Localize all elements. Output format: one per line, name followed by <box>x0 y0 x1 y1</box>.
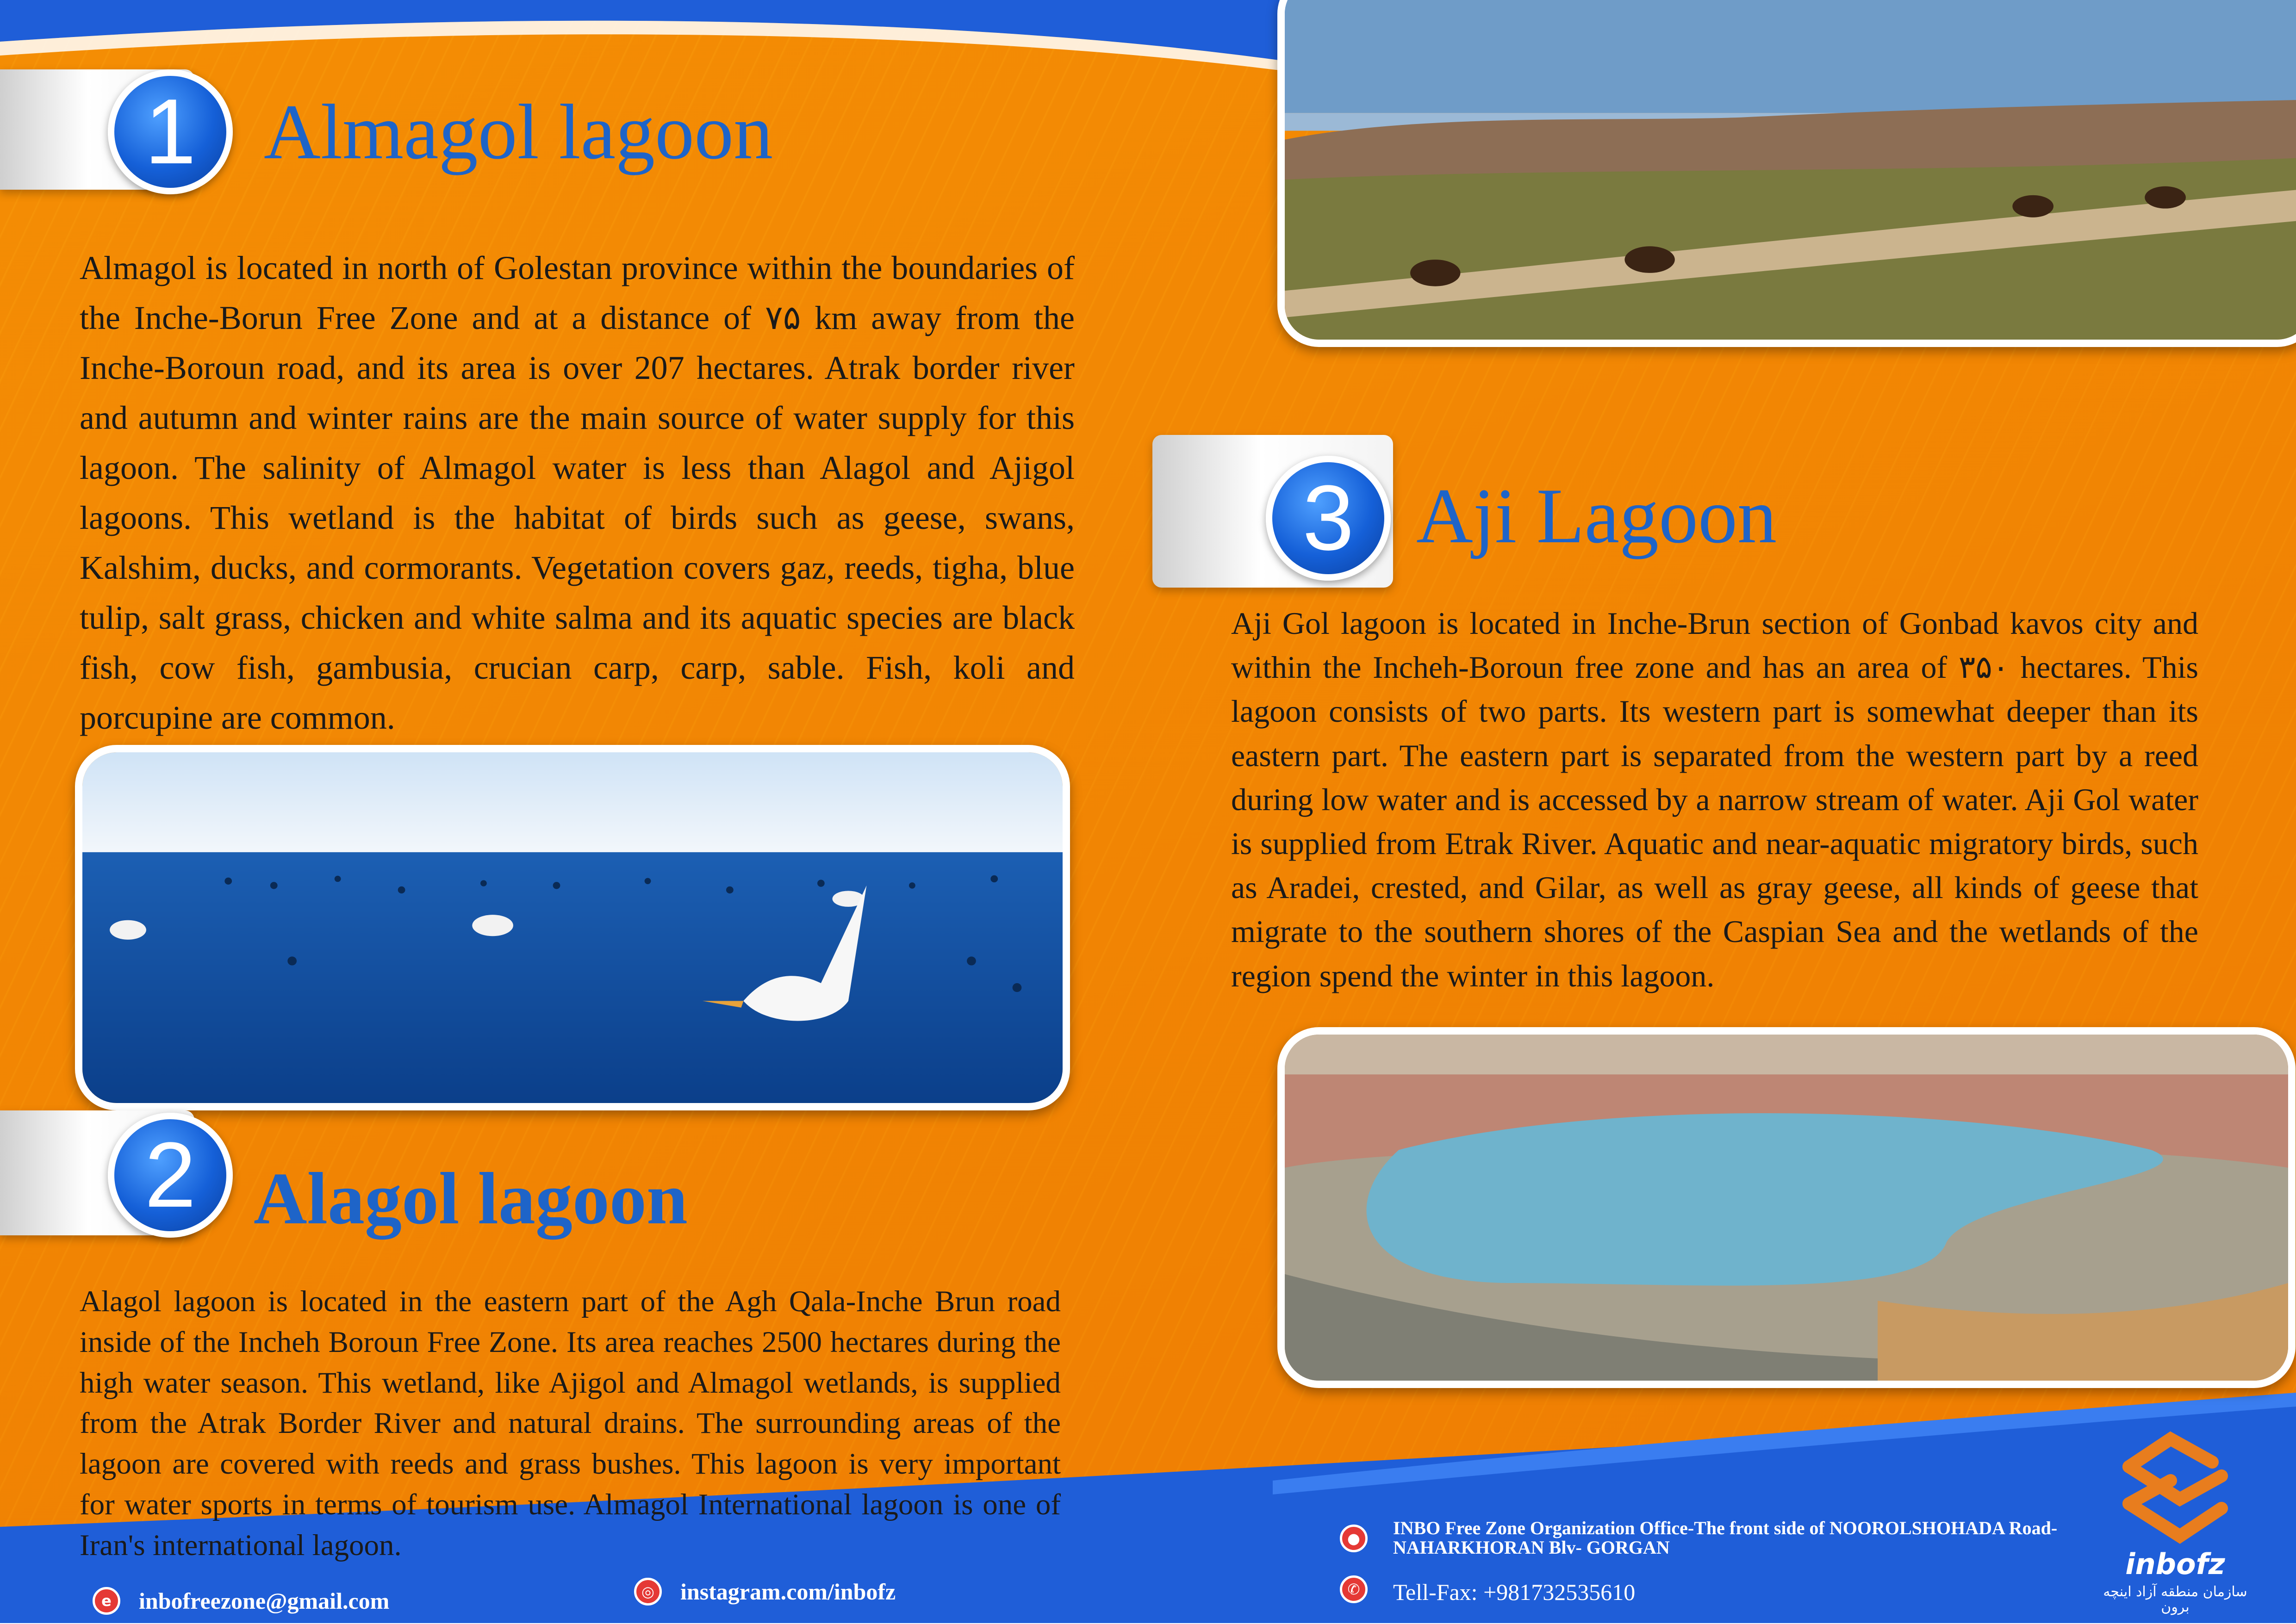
email-contact[interactable] <box>93 1587 389 1615</box>
email-icon: e <box>93 1587 120 1615</box>
logo-text: inbofz <box>2125 1547 2225 1581</box>
instagram-contact[interactable] <box>634 1578 896 1605</box>
instagram-icon: ◎ <box>634 1578 662 1605</box>
location-pin-icon: ● <box>1340 1525 1368 1552</box>
instagram-handle[interactable]: instagram.com/inbofz <box>680 1579 896 1605</box>
section3-photo-lagoon-aerial <box>1277 1027 2296 1388</box>
office-address: INBO Free Zone Organization Office-The front side of NOOROLSHOHADA Road-NAHARKHORAN Blv- GORGAN <box>1393 1518 2058 1558</box>
section1-photo-pelicans <box>75 745 1070 1110</box>
section1-number-badge: 1 <box>108 69 233 194</box>
top-blue-wave <box>0 0 1342 79</box>
inbo-logo <box>2101 1430 2249 1624</box>
tell-fax: Tell-Fax: +981732535610 <box>1393 1579 1636 1605</box>
section1-paragraph: Almagol is located in north of Golestan province within the boundaries of the Inche-Borun Free Zone and at a distance of ٧۵ km away from the Inche-Boroun road, and its area is over 207 hectares. Atrak border river and autumn and winter rains are the main source of water supply for this lagoon. The salinity of Almagol water is less than Alagol and Ajigol lagoons. This wetland is the habitat of birds such as geese, swans, Kalshim, ducks, and cormorants. Vegetation covers gaz, reeds, tigha, blue tulip, salt grass, chicken and white salma and its aquatic species are black fish, cow fish, gambusia, crucian carp, carp, sable. Fish, koli and porcupine are common. <box>80 249 1075 736</box>
section3-number-badge: 3 <box>1266 456 1391 581</box>
section1-title: Almagol lagoon <box>264 88 773 175</box>
logo-persian-text: سازمان منطقه آزاد اینچه برون <box>2103 1584 2247 1615</box>
phone-icon: ✆ <box>1340 1575 1368 1603</box>
email-address[interactable]: inbofreezone@gmail.com <box>139 1588 390 1614</box>
section3-photo-camels <box>1277 0 2296 347</box>
section2-paragraph: Alagol lagoon is located in the eastern part of the Agh Qala-Inche Brun road inside of the Incheh Boroun Free Zone. Its area reaches 2500 hectares during the high water season. This wetland, like Ajigol and Almagol wetlands, is supplied from the Atrak Border River and natural drains. The surrounding areas of the lagoon are covered with reeds and grass bushes. This lagoon is very important for water sports in terms of tourism use. Almagol International lagoon is one of Iran's international lagoon. <box>80 1285 1061 1562</box>
section2-number-badge: 2 <box>108 1113 233 1238</box>
section3-paragraph: Aji Gol lagoon is located in Inche-Brun section of Gonbad kavos city and within the Incheh-Boroun free zone and has an area of ٣۵٠ hectares. This lagoon consists of two parts. Its western part is somewhat deeper than its eastern part. The eastern part is separated from the western part by a reed during low water and is accessed by a narrow stream of water. Aji Gol water is supplied from Etrak River. Aquatic and near-aquatic migratory birds, such as Aradei, crested, and Gilar, as well as gray geese, all kinds of geese that migrate to the southern shores of the Caspian Sea and the wetlands of the region spend the winter in this lagoon. <box>1231 606 2199 993</box>
section2-title: Alagol lagoon <box>254 1157 688 1240</box>
section3-title: Aji Lagoon <box>1416 472 1777 559</box>
